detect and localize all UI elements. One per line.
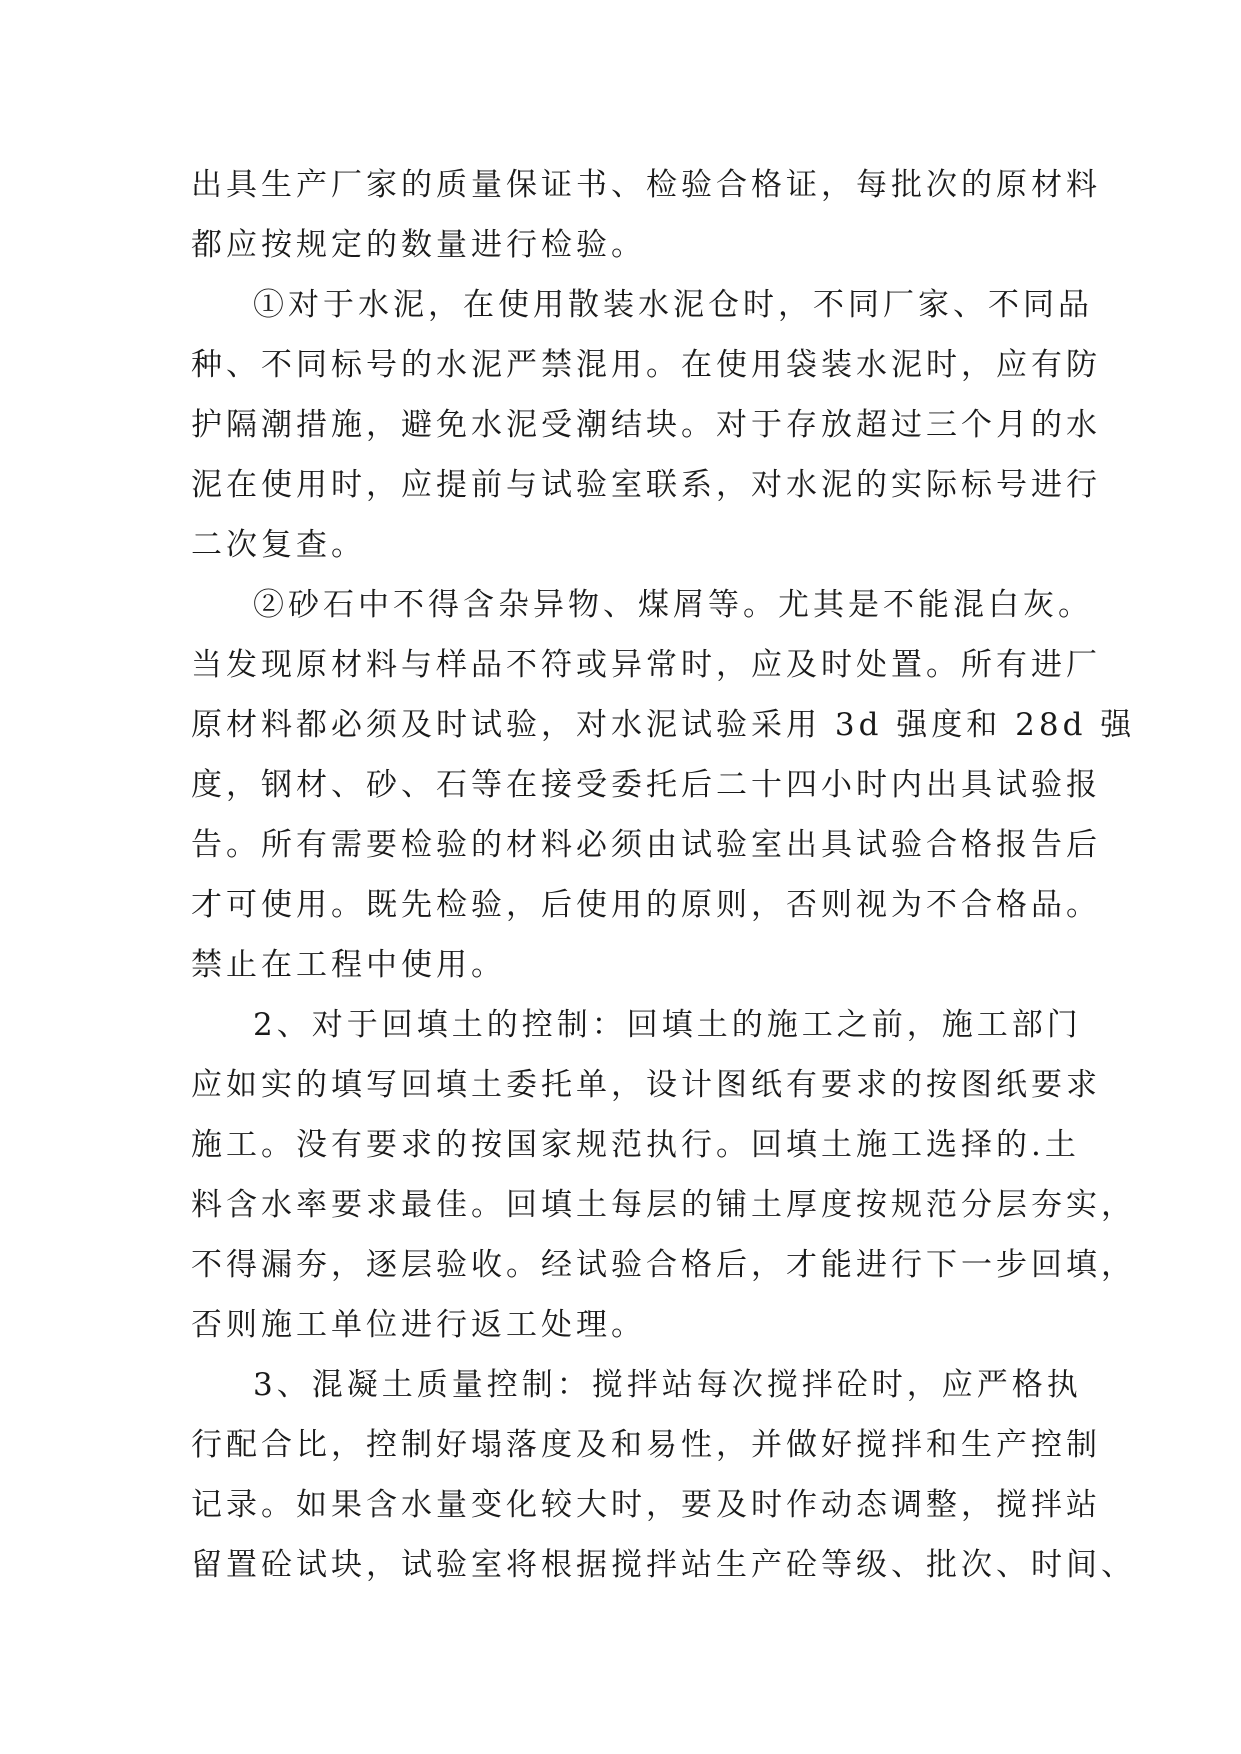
text-line: 都应按规定的数量进行检验。 bbox=[191, 227, 646, 263]
paragraph-cement-start: ①对于水泥，在使用散装水泥仓时，不同厂家、不同品 bbox=[253, 287, 1093, 323]
text-line: 行配合比，控制好塌落度及和易性，并做好搅拌和生产控制 bbox=[191, 1427, 1101, 1463]
text-line: 二次复查。 bbox=[191, 527, 366, 563]
text-line: 记录。如果含水量变化较大时，要及时作动态调整，搅拌站 bbox=[191, 1487, 1101, 1523]
text-line: 否则施工单位进行返工处理。 bbox=[191, 1307, 646, 1343]
text-line: 才可使用。既先检验，后使用的原则，否则视为不合格品。 bbox=[191, 887, 1101, 923]
document-body bbox=[191, 155, 1136, 1595]
text-line: 施工。没有要求的按国家规范执行。回填土施工选择的.土 bbox=[191, 1127, 1080, 1163]
paragraph-concrete-start: 3、混凝土质量控制：搅拌站每次搅拌砼时，应严格执 bbox=[253, 1367, 1082, 1403]
paragraph-sand-start: ②砂石中不得含杂异物、煤屑等。尤其是不能混白灰。 bbox=[253, 587, 1093, 623]
text-line: 告。所有需要检验的材料必须由试验室出具试验合格报告后 bbox=[191, 827, 1101, 863]
text-line: 出具生产厂家的质量保证书、检验合格证，每批次的原材料 bbox=[191, 167, 1101, 203]
text-line: 度，钢材、砂、石等在接受委托后二十四小时内出具试验报 bbox=[191, 767, 1101, 803]
text-line: 应如实的填写回填土委托单，设计图纸有要求的按图纸要求 bbox=[191, 1067, 1101, 1103]
text-line: 原材料都必须及时试验，对水泥试验采用 3d 强度和 28d 强 bbox=[191, 707, 1136, 743]
text-line: 当发现原材料与样品不符或异常时，应及时处置。所有进厂 bbox=[191, 647, 1101, 683]
text-line: 种、不同标号的水泥严禁混用。在使用袋装水泥时，应有防 bbox=[191, 347, 1101, 383]
text-line: 留置砼试块，试验室将根据搅拌站生产砼等级、批次、时间、 bbox=[191, 1547, 1136, 1583]
text-line: 泥在使用时，应提前与试验室联系，对水泥的实际标号进行 bbox=[191, 467, 1101, 503]
text-line: 护隔潮措施，避免水泥受潮结块。对于存放超过三个月的水 bbox=[191, 407, 1101, 443]
text-line: 禁止在工程中使用。 bbox=[191, 947, 506, 983]
paragraph-backfill-start: 2、对于回填土的控制：回填土的施工之前，施工部门 bbox=[253, 1007, 1082, 1043]
text-line: 不得漏夯，逐层验收。经试验合格后，才能进行下一步回填， bbox=[191, 1247, 1136, 1283]
text-line: 料含水率要求最佳。回填土每层的铺土厚度按规范分层夯实， bbox=[191, 1187, 1136, 1223]
